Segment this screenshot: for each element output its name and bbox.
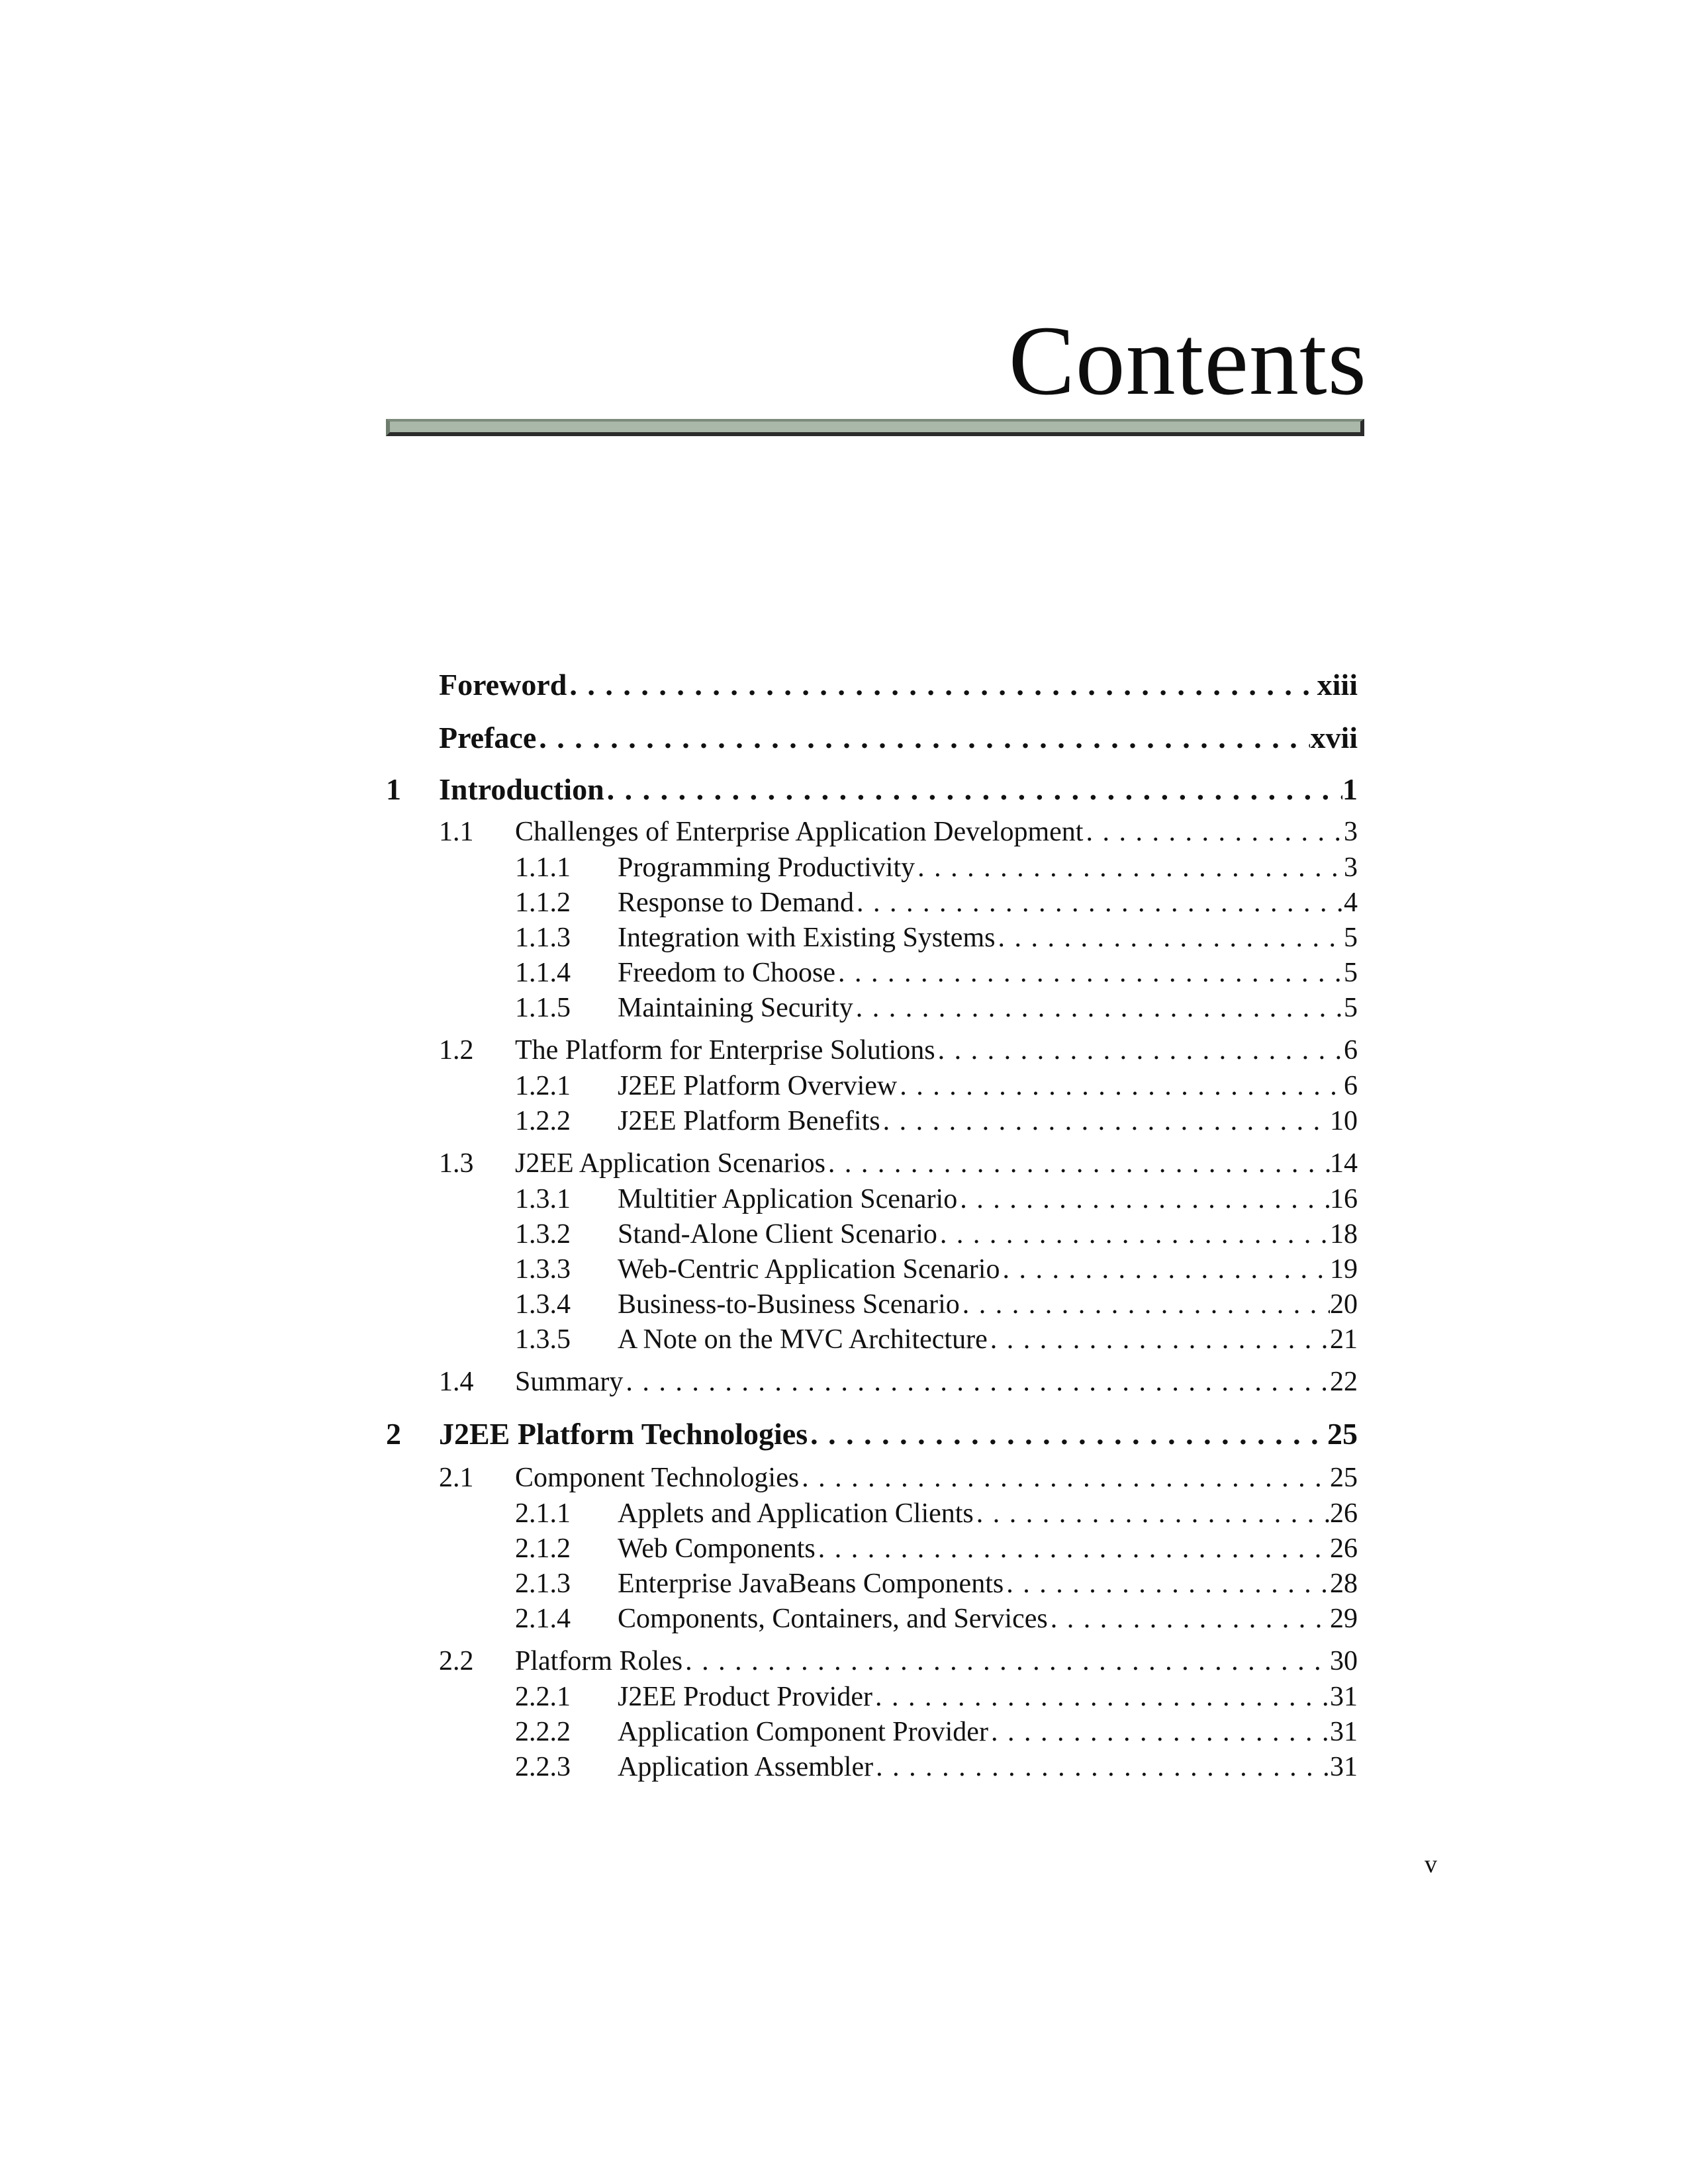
toc-entry-page: 14: [1330, 1148, 1358, 1179]
toc-entry: [618, 1253, 1358, 1285]
toc-entry-page: 31: [1330, 1682, 1358, 1712]
toc-entry-title: Foreword: [439, 668, 567, 702]
toc-entry: [618, 887, 1358, 919]
toc-entry-page: 3: [1344, 852, 1358, 883]
toc-entry-number: 1.4: [439, 1367, 474, 1397]
toc-entry-title: Business-to-Business Scenario: [618, 1289, 960, 1320]
toc-entry: [439, 772, 1358, 807]
toc-entry: [618, 1568, 1358, 1600]
toc-entry-title: Preface: [439, 721, 537, 754]
toc-entry-page: 26: [1330, 1498, 1358, 1529]
toc-entry-title: J2EE Platform Benefits: [618, 1106, 880, 1136]
toc-entry: [515, 1366, 1358, 1398]
toc-entry-title: Application Assembler: [618, 1752, 874, 1782]
toc-entry-title: A Note on the MVC Architecture: [618, 1324, 988, 1355]
toc-entry-page: xvii: [1310, 721, 1358, 754]
toc-entry: [618, 1324, 1358, 1355]
toc-entry-page: 6: [1344, 1071, 1358, 1101]
toc-entry-title: J2EE Platform Technologies: [439, 1417, 808, 1451]
toc-entry: [618, 1070, 1358, 1102]
toc-entry-title: Introduction: [439, 772, 604, 806]
dot-leader: [567, 667, 1317, 702]
toc-entry: [618, 1105, 1358, 1137]
page-title: Contents: [1008, 306, 1367, 416]
dot-leader: [1083, 816, 1344, 848]
dot-leader: [808, 1416, 1327, 1451]
toc-entry-page: 1: [1342, 772, 1358, 806]
toc-entry-page: 5: [1344, 923, 1358, 953]
toc-entry-number: 1.2: [439, 1035, 474, 1066]
toc-entry-title: Integration with Existing Systems: [618, 923, 996, 953]
toc-entry-page: 5: [1344, 993, 1358, 1023]
toc-entry-number: 2.1.3: [515, 1569, 571, 1599]
toc-entry-title: Application Component Provider: [618, 1717, 988, 1747]
toc-entry-page: 28: [1330, 1569, 1358, 1599]
toc-entry-number: 1.3.1: [515, 1184, 571, 1214]
toc-entry-page: 30: [1330, 1646, 1358, 1676]
toc-entry-page: 10: [1330, 1106, 1358, 1136]
toc-entry-page: 22: [1330, 1367, 1358, 1397]
toc-entry-number: 1.3.5: [515, 1324, 571, 1355]
toc-entry-number: 2.2.1: [515, 1682, 571, 1712]
dot-leader: [935, 1034, 1344, 1066]
dot-leader: [825, 1148, 1330, 1179]
dot-leader: [988, 1324, 1330, 1355]
dot-leader: [835, 957, 1344, 989]
toc-entry-page: 3: [1344, 817, 1358, 847]
dot-leader: [682, 1645, 1330, 1677]
toc-entry-number: 1.1.4: [515, 958, 571, 988]
dot-leader: [854, 887, 1344, 919]
toc-entry: [618, 1603, 1358, 1635]
toc-entry: [618, 922, 1358, 954]
toc-entry-number: 1.3.4: [515, 1289, 571, 1320]
dot-leader: [873, 1751, 1330, 1783]
toc-entry-number: 1.2.2: [515, 1106, 571, 1136]
toc-entry-number: 2.1.1: [515, 1498, 571, 1529]
toc-entry-title: Challenges of Enterprise Application Development: [515, 817, 1084, 847]
dot-leader: [604, 772, 1342, 807]
toc-entry-page: 6: [1344, 1035, 1358, 1066]
dot-leader: [880, 1105, 1330, 1137]
toc-entry: [439, 1416, 1358, 1451]
toc-entry-page: 5: [1344, 958, 1358, 988]
toc-entry-page: 21: [1330, 1324, 1358, 1355]
toc-entry: [515, 1462, 1358, 1494]
toc-entry-number: 2.2.2: [515, 1717, 571, 1747]
dot-leader: [957, 1183, 1330, 1215]
toc-entry-page: 29: [1330, 1604, 1358, 1634]
dot-leader: [853, 992, 1344, 1024]
toc-entry-title: J2EE Product Provider: [618, 1682, 872, 1712]
toc-entry-page: 25: [1330, 1463, 1358, 1493]
dot-leader: [623, 1366, 1330, 1398]
toc-entry-number: 1.1.5: [515, 993, 571, 1023]
dot-leader: [937, 1218, 1330, 1250]
toc-entry: [618, 992, 1358, 1024]
dot-leader: [995, 922, 1344, 954]
toc-entry: [515, 816, 1358, 848]
toc-entry-title: Freedom to Choose: [618, 958, 835, 988]
toc-entry-page: 26: [1330, 1533, 1358, 1564]
toc-entry-title: Maintaining Security: [618, 993, 853, 1023]
toc-entry: [515, 1645, 1358, 1677]
toc-entry-page: 31: [1330, 1717, 1358, 1747]
toc-entry-page: 18: [1330, 1219, 1358, 1250]
dot-leader: [872, 1681, 1330, 1713]
dot-leader: [974, 1498, 1330, 1529]
dot-leader: [816, 1533, 1330, 1565]
toc-entry-title: Component Technologies: [515, 1463, 800, 1493]
dot-leader: [988, 1716, 1330, 1748]
toc-entry-number: 2.2: [439, 1646, 474, 1676]
toc-entry-title: J2EE Platform Overview: [618, 1071, 898, 1101]
toc-entry-page: 19: [1330, 1254, 1358, 1285]
toc-entry: [618, 957, 1358, 989]
toc-entry-title: The Platform for Enterprise Solutions: [515, 1035, 935, 1066]
toc-entry-title: Platform Roles: [515, 1646, 683, 1676]
toc-entry: [618, 852, 1358, 884]
toc-entry-page: 20: [1330, 1289, 1358, 1320]
toc-entry-page: 25: [1327, 1417, 1358, 1451]
toc-entry-page: xiii: [1317, 668, 1358, 702]
dot-leader: [536, 720, 1310, 755]
toc-entry-number: 1.3.2: [515, 1219, 571, 1250]
page-folio: v: [1425, 1850, 1437, 1878]
toc-entry-number: 1.1.1: [515, 852, 571, 883]
dot-leader: [799, 1462, 1330, 1494]
toc-entry-title: Response to Demand: [618, 887, 854, 918]
toc-entry-page: 16: [1330, 1184, 1358, 1214]
toc-entry-number: 1.1.2: [515, 887, 571, 918]
toc-entry: [618, 1183, 1358, 1215]
toc-entry: [439, 667, 1358, 702]
toc-entry-title: Summary: [515, 1367, 624, 1397]
toc-entry-title: Applets and Application Clients: [618, 1498, 974, 1529]
toc-entry: [515, 1148, 1358, 1179]
dot-leader: [1004, 1568, 1330, 1600]
toc-entry-title: Stand-Alone Client Scenario: [618, 1219, 937, 1250]
toc-entry-number: 2: [386, 1417, 401, 1451]
dot-leader: [915, 852, 1344, 884]
toc-entry-number: 1.3: [439, 1148, 474, 1179]
toc-entry-number: 1: [386, 772, 401, 806]
toc-entry-number: 1.3.3: [515, 1254, 571, 1285]
toc-entry: [618, 1218, 1358, 1250]
dot-leader: [960, 1289, 1330, 1320]
toc-entry: [618, 1533, 1358, 1565]
toc-entry: [439, 720, 1358, 755]
toc-entry-number: 1.1.3: [515, 923, 571, 953]
dot-leader: [897, 1070, 1344, 1102]
dot-leader: [1000, 1253, 1330, 1285]
toc-entry-title: Multitier Application Scenario: [618, 1184, 958, 1214]
toc-entry: [618, 1498, 1358, 1529]
toc-entry: [618, 1681, 1358, 1713]
toc-entry: [618, 1716, 1358, 1748]
toc-entry-title: Components, Containers, and Services: [618, 1604, 1048, 1634]
toc-entry-number: 1.2.1: [515, 1071, 571, 1101]
toc-entry-title: Web-Centric Application Scenario: [618, 1254, 1000, 1285]
dot-leader: [1048, 1603, 1330, 1635]
toc-entry-number: 1.1: [439, 817, 474, 847]
toc-entry-title: J2EE Application Scenarios: [515, 1148, 825, 1179]
toc-entry: [618, 1751, 1358, 1783]
toc-entry: [618, 1289, 1358, 1320]
toc-entry-number: 2.1: [439, 1463, 474, 1493]
toc-entry-number: 2.1.2: [515, 1533, 571, 1564]
toc-entry-title: Web Components: [618, 1533, 816, 1564]
toc-entry-page: 4: [1344, 887, 1358, 918]
toc-entry-number: 2.2.3: [515, 1752, 571, 1782]
toc-entry-number: 2.1.4: [515, 1604, 571, 1634]
toc-entry: [515, 1034, 1358, 1066]
toc-entry-title: Enterprise JavaBeans Components: [618, 1569, 1004, 1599]
toc-entry-title: Programming Productivity: [618, 852, 915, 883]
toc-entry-page: 31: [1330, 1752, 1358, 1782]
